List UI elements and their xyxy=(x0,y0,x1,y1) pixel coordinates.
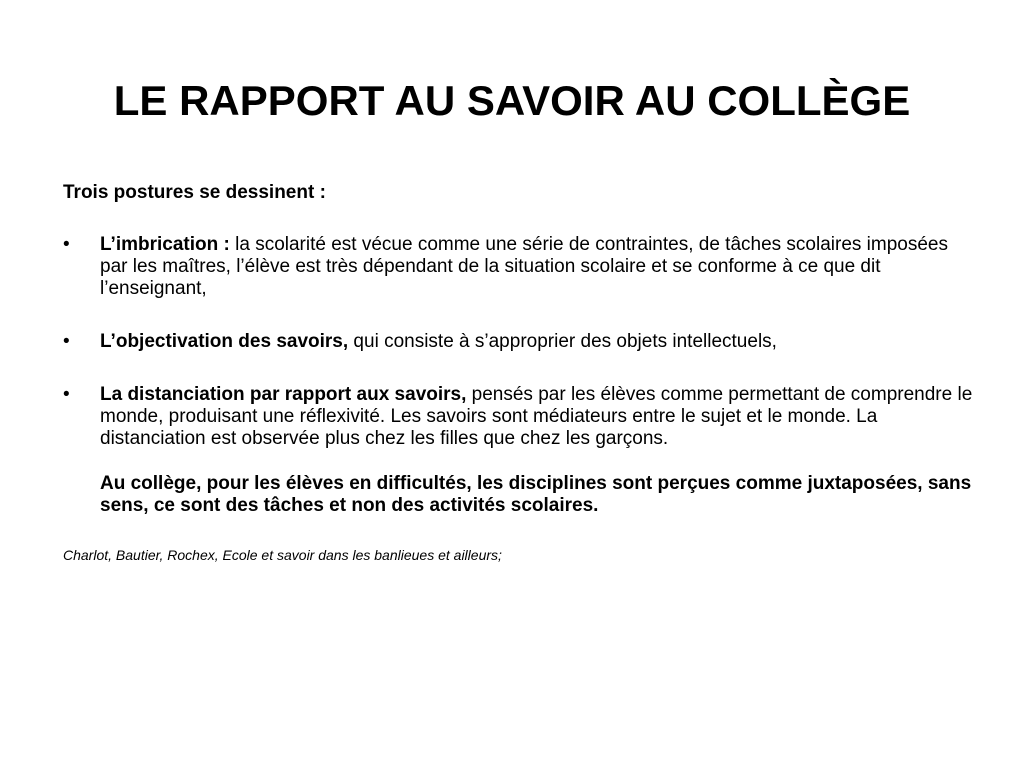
slide-content xyxy=(63,182,973,578)
slide-title: LE RAPPORT AU SAVOIR AU COLLÈGE xyxy=(113,77,911,124)
posture-term: L’objectivation des savoirs, xyxy=(100,331,349,352)
list-item xyxy=(63,331,973,353)
list-item xyxy=(63,234,973,300)
posture-term: La distanciation par rapport aux savoirs, xyxy=(100,384,467,405)
bullet-icon: • xyxy=(63,331,70,352)
intro-text: Trois postures se dessinent : xyxy=(63,182,326,203)
bullet-icon: • xyxy=(63,234,70,255)
conclusion-text: Au collège, pour les élèves en difficultés, les disciplines sont perçues comme juxtaposées, sans sens, ce sont des tâches et non des activités scolaires. xyxy=(100,473,972,516)
posture-description: qui consiste à s’approprier des objets intellectuels, xyxy=(348,331,777,352)
citation-text: Charlot, Bautier, Rochex, Ecole et savoir dans les banlieues et ailleurs; xyxy=(63,547,502,563)
postures-list xyxy=(63,234,973,450)
list-item xyxy=(63,384,973,450)
posture-term: L’imbrication : xyxy=(100,234,230,255)
posture-description: pensés par les élèves comme permettant de comprendre le monde, produisant une réflexivité. Les savoirs sont médiateurs entre le sujet et le monde. La distanciation est observée plus chez les filles que chez les garçons. xyxy=(100,384,973,449)
bullet-icon: • xyxy=(63,384,70,405)
posture-description: la scolarité est vécue comme une série de contraintes, de tâches scolaires imposées par les maîtres, l’élève est très dépendant de la situation scolaire et se conforme à ce que dit l’enseignant, xyxy=(100,234,948,299)
